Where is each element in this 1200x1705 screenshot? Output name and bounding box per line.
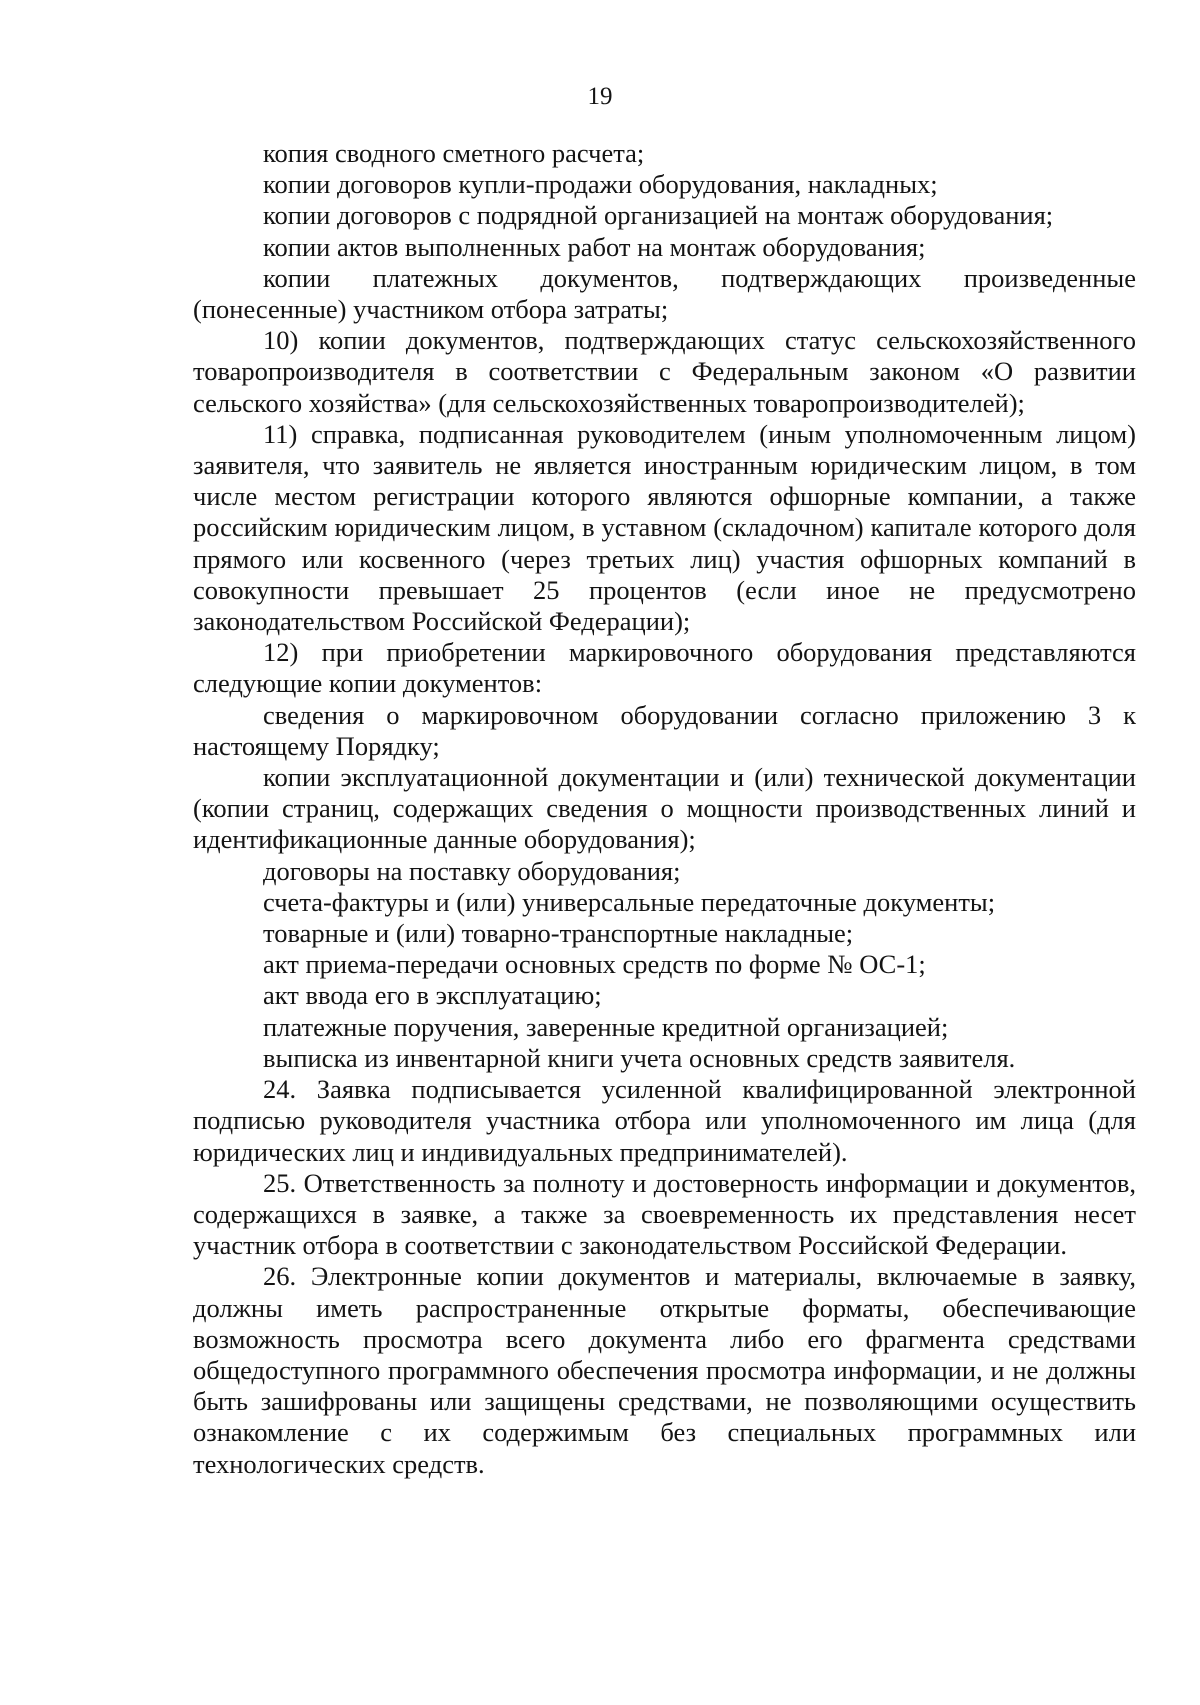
paragraph: акт ввода его в эксплуатацию; [263,980,602,1011]
paragraph: копии эксплуатационной документации и (или) технической документации (копии страниц, содержащих сведения о мощности производственных линий и идентификационные данные оборудования); [193,762,1136,855]
paragraph: 25. Ответственность за полноту и достоверность информации и документов, содержащихся в заявке, а также за своевременность их представления несет участник отбора в соответствии с законодательством Российской Федерации. [193,1167,1136,1261]
paragraph: счета-фактуры и (или) универсальные передаточные документы; [263,886,996,917]
document-body [193,138,1136,1480]
paragraph: 24. Заявка подписывается усиленной квалифицированной электронной подписью руководителя участника отбора или уполномоченного им лица (для юридических лиц и индивидуальных предпринимателей). [193,1074,1136,1167]
paragraph: 26. Электронные копии документов и материалы, включаемые в заявку, должны иметь распространенные открытые форматы, обеспечивающие возможность просмотра всего документа либо его фрагмента средствами общедоступного программного обеспечения просмотра информации, и не должны быть зашифрованы или защищены средствами, не позволяющими осуществить ознакомление с их содержимым без специальных программных или технологических средств. [193,1261,1136,1479]
paragraph: 12) при приобретении маркировочного оборудования представляются следующие копии документов: [193,637,1136,699]
paragraph: копии актов выполненных работ на монтаж оборудования; [263,231,926,262]
paragraph: копия сводного сметного расчета; [263,138,645,168]
paragraph: 11) справка, подписанная руководителем (иным уполномоченным лицом) заявителя, что заявитель не является иностранным юридическим лицом, в том числе местом регистрации которого являются офшорные компании, а также российским юридическим лицом, в уставном (складочном) капитале которого доля прямого или косвенного (через третьих лиц) участия офшорных компаний в совокупности превышает 25 процентов (если иное не предусмотрено законодательством Российской Федерации); [193,418,1136,637]
paragraph: платежные поручения, заверенные кредитной организацией; [263,1011,949,1042]
paragraph: выписка из инвентарной книги учета основных средств заявителя. [263,1042,1016,1073]
paragraph: договоры на поставку оборудования; [263,855,681,886]
page-number: 19 [587,83,613,110]
paragraph: акт приема-передачи основных средств по форме № ОС-1; [263,949,926,980]
paragraph: 10) копии документов, подтверждающих статус сельскохозяйственного товаропроизводителя в соответствии с Федеральным законом «О развитии сельского хозяйства» (для сельскохозяйственных товаропроизводителей); [193,325,1136,418]
paragraph: сведения о маркировочном оборудовании согласно приложению 3 к настоящему Порядку; [193,699,1136,761]
paragraph: копии платежных документов, подтверждающих произведенные (понесенные) участником отбора затраты; [193,262,1136,325]
paragraph: копии договоров с подрядной организацией на монтаж оборудования; [263,200,1054,231]
paragraph: товарные и (или) товарно-транспортные накладные; [263,918,854,949]
paragraph: копии договоров купли-продажи оборудования, накладных; [263,169,938,200]
